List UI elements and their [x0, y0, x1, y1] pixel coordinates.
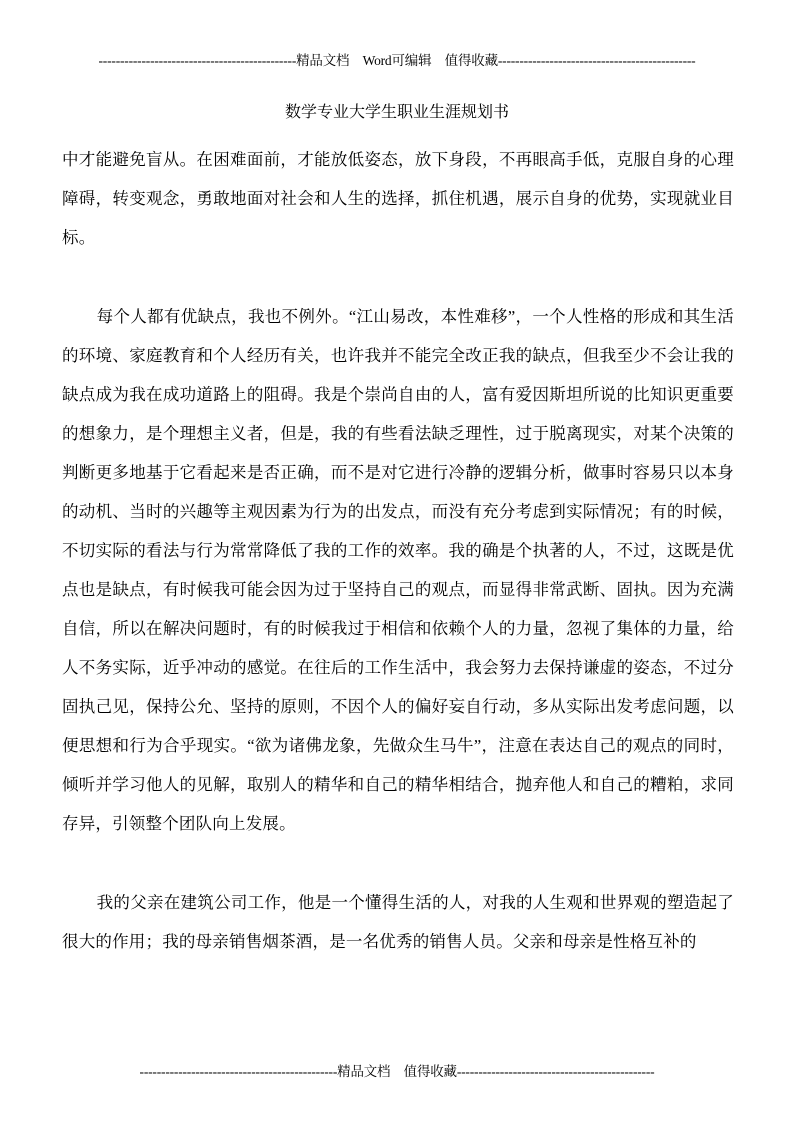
document-body: [62, 140, 734, 961]
paragraph-continuation: 中才能避免盲从。在困难面前，才能放低姿态，放下身段，不再眼高手低，克服自身的心理障碍，转变观念，勇敢地面对社会和人生的选择，抓住机遇，展示自身的优势，实现就业目标。: [62, 150, 734, 247]
paragraph-spacer: [62, 257, 734, 297]
paragraph-strengths-weaknesses: 每个人都有优缺点，我也不例外。“江山易改，本性难移”，一个人性格的形成和其生活的环境、家庭教育和个人经历有关，也许我并不能完全改正我的缺点，但我至少不会让我的缺点成为我在成功道路上的阻碍。我是个崇尚自由的人，富有爱因斯坦所说的比知识更重要的想象力，是个理想主义者，但是，我的有些看法缺乏理性，过于脱离现实，对某个决策的判断更多地基于它看起来是否正确，而不是对它进行冷静的逻辑分析，做事时容易只以本身的动机、当时的兴趣等主观因素为行为的出发点，而没有充分考虑到实际情况；有的时候，不切实际的看法与行为常常降低了我的工作的效率。我的确是个执著的人，不过，这既是优点也是缺点，有时候我可能会因为过于坚持自己的观点，而显得非常武断、固执。因为充满自信，所以在解决问题时，有的时候我过于相信和依赖个人的力量，忽视了集体的力量，给人不务实际，近乎冲动的感觉。在往后的工作生活中，我会努力去保持谦虚的姿态，不过分固执己见，保持公允、坚持的原则，不因个人的偏好妄自行动，多从实际出发考虑问题，以便思想和行为合乎现实。“欲为诸佛龙象，先做众生马牛”，注意在表达自己的观点的同时，倾听并学习他人的见解，取别人的精华和自己的精华相结合，抛弃他人和自己的糟粕，求同存异，引领整个团队向上发展。: [62, 307, 734, 833]
page-title: 数学专业大学生职业生涯规划书: [284, 104, 509, 121]
paragraph-spacer: [62, 843, 734, 883]
paragraph-family-background: 我的父亲在建筑公司工作，他是一个懂得生活的人，对我的人生观和世界观的塑造起了很大的作用；我的母亲销售烟茶酒，是一名优秀的销售人员。父亲和母亲是性格互补的: [62, 893, 734, 951]
page-footer-note: ----------------------------------------------精品文档 值得收藏----------------------------------------------: [139, 1064, 655, 1079]
page-header-note: ----------------------------------------------精品文档 Word可编辑 值得收藏----------------------------------------------: [98, 53, 696, 68]
